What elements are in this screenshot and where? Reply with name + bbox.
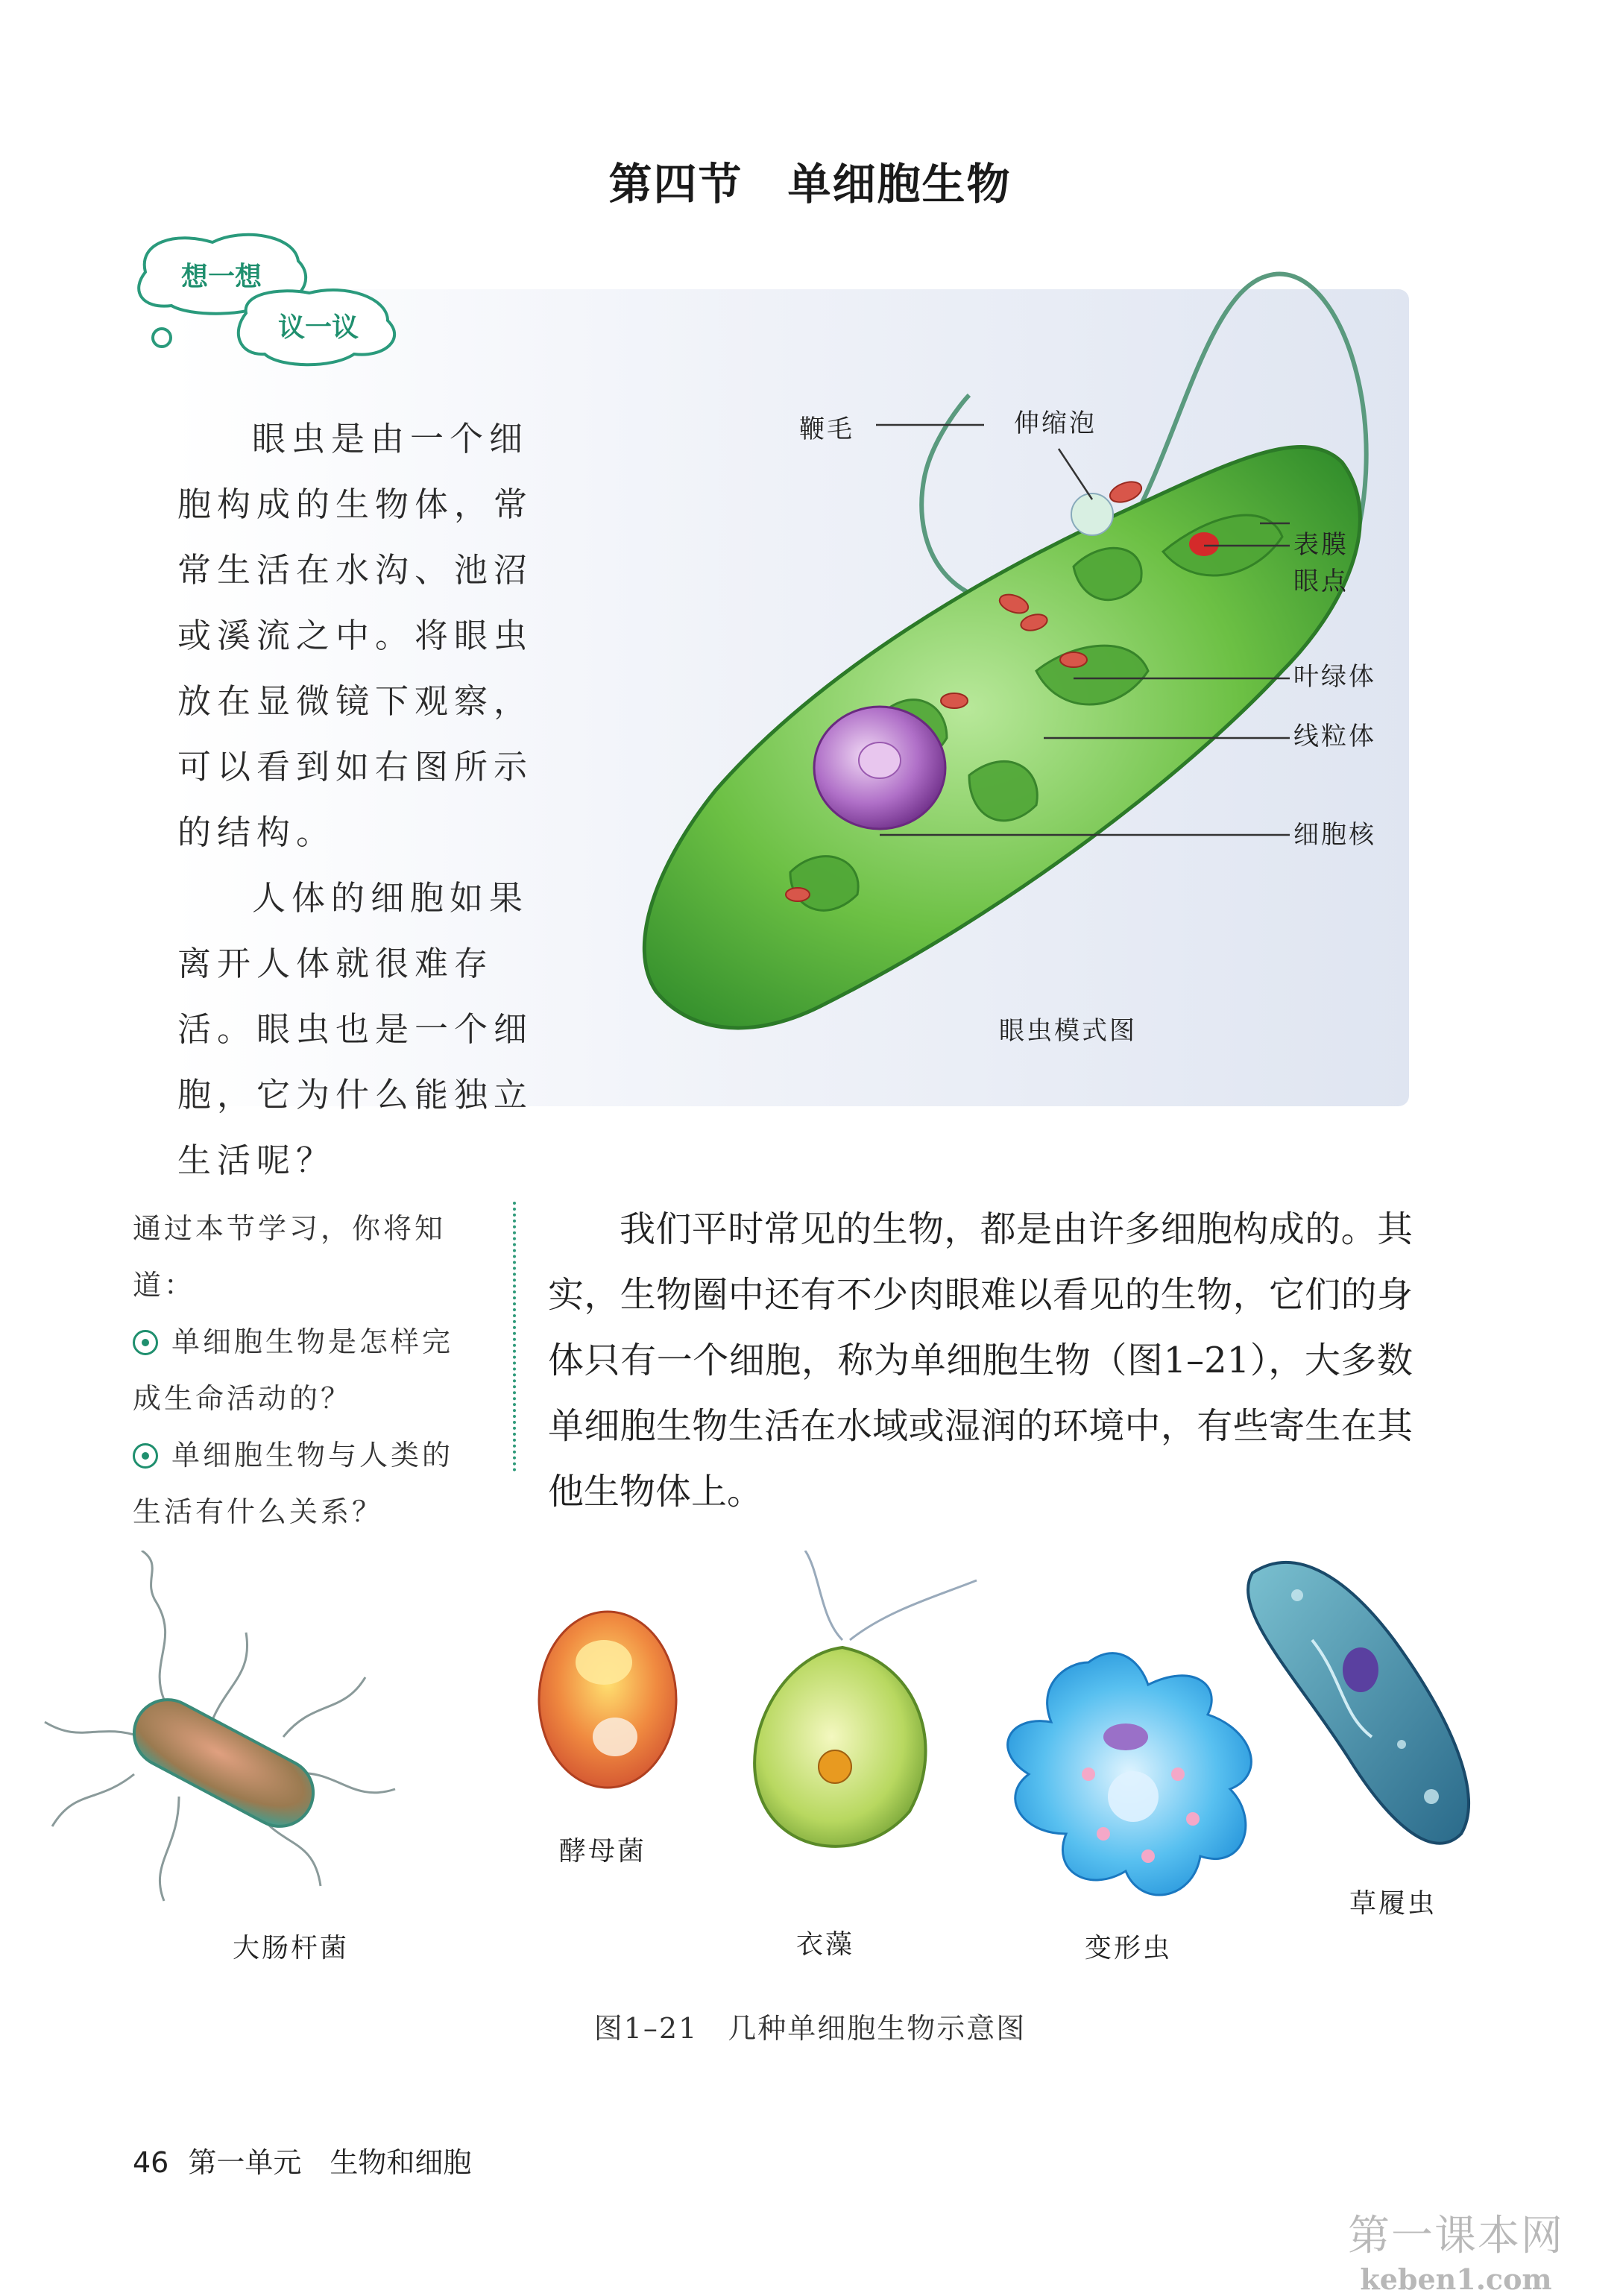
learning-goals — [133, 1200, 483, 1540]
yeast-illustration — [539, 1612, 676, 1788]
paramecium-illustration — [1248, 1562, 1469, 1844]
amoeba-illustration — [1008, 1653, 1252, 1895]
intro-text — [177, 406, 565, 1193]
intro-paragraph-1: 眼虫是由一个细胞构成的生物体，常常生活在水沟、池沼或溪流之中。将眼虫放在显微镜下观察，可以看到如右图所示的结构。 — [177, 419, 534, 852]
think-discuss-badge — [130, 227, 414, 376]
label-chlamydomonas: 衣藻 — [796, 1929, 855, 1960]
label-flagellum: 鞭毛 — [799, 414, 854, 444]
bullet-icon — [133, 1330, 158, 1355]
label-eyespot: 眼点 — [1293, 567, 1349, 596]
unit-title: 第一单元 生物和细胞 — [188, 2146, 472, 2179]
body-text — [548, 1196, 1413, 1524]
goal-item-2: 单细胞生物与人类的生活有什么关系？ — [133, 1439, 454, 1528]
eyespot-shape — [1189, 532, 1219, 556]
organisms-figure — [30, 1551, 1521, 1968]
label-yeast: 酵母菌 — [559, 1836, 647, 1867]
think-label: 想一想 — [180, 262, 262, 292]
euglena-caption: 眼虫模式图 — [999, 1016, 1137, 1046]
label-paramecium: 草履虫 — [1349, 1888, 1437, 1919]
body-paragraph: 我们平时常见的生物，都是由许多细胞构成的。其实，生物圈中还有不少肉眼难以看见的生物，它们的身体只有一个细胞，称为单细胞生物（图1–21），大多数单细胞生物生活在水域或湿润的环境中，有些寄生在其他生物体上。 — [548, 1208, 1413, 1513]
label-membrane: 表膜 — [1293, 530, 1349, 560]
label-amoeba: 变形虫 — [1085, 1933, 1173, 1964]
chlamydomonas-illustration — [754, 1551, 977, 1846]
label-ecoli: 大肠杆菌 — [233, 1933, 350, 1964]
discuss-label: 议一议 — [277, 312, 359, 343]
label-mitochondria: 线粒体 — [1293, 722, 1376, 751]
ecoli-illustration — [45, 1551, 395, 1901]
page-title: 第四节 单细胞生物 — [608, 159, 1012, 209]
label-contractile-vacuole: 伸缩泡 — [1014, 409, 1097, 438]
watermark — [1348, 2203, 1564, 2296]
goal-item-1: 单细胞生物是怎样完成生命活动的？ — [133, 1325, 454, 1415]
watermark-cn: 第一课本网 — [1348, 2212, 1564, 2260]
label-chloroplast: 叶绿体 — [1293, 662, 1376, 692]
bullet-icon — [133, 1443, 158, 1469]
watermark-en: keben1.com — [1360, 2262, 1552, 2296]
intro-paragraph-2: 人体的细胞如果离开人体就很难存活。眼虫也是一个细胞，它为什么能独立生活呢？ — [177, 878, 534, 1180]
page-footer — [133, 2139, 471, 2180]
contractile-vacuole-shape — [1071, 493, 1113, 535]
goals-heading: 通过本节学习，你将知道： — [133, 1212, 447, 1302]
figure-caption: 图1–21 几种单细胞生物示意图 — [593, 2012, 1027, 2045]
page-number: 46 — [133, 2146, 169, 2179]
label-nucleus: 细胞核 — [1293, 820, 1376, 850]
dotted-divider — [513, 1202, 516, 1472]
